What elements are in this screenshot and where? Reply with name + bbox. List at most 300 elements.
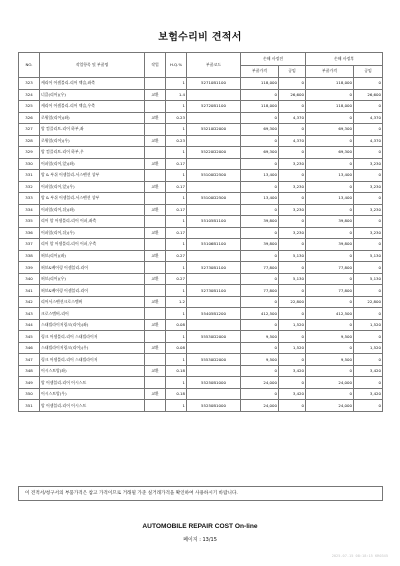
row-work bbox=[145, 331, 166, 343]
row-hq: 0.23 bbox=[166, 135, 187, 147]
page-number: 페이지 : 13/15 bbox=[183, 537, 217, 543]
row-pre-labor: 0 bbox=[279, 400, 306, 412]
row-item: 어시스트암(좌) bbox=[40, 365, 145, 377]
row-part-code: 55105B1100 bbox=[187, 216, 241, 228]
row-pre-part-price: 0 bbox=[241, 388, 279, 400]
table-row bbox=[19, 158, 383, 170]
table-row bbox=[19, 342, 383, 354]
row-pre-part-price: 13,400 bbox=[241, 193, 279, 205]
row-pre-part-price: 0 bbox=[241, 250, 279, 262]
row-post-part-price: 77,800 bbox=[306, 262, 354, 274]
row-post-labor: 3,230 bbox=[354, 181, 383, 193]
row-item: 크로스멤버-리어 bbox=[40, 308, 145, 320]
row-hq: 1 bbox=[166, 308, 187, 320]
table-header bbox=[19, 53, 383, 78]
row-no: 327 bbox=[19, 124, 40, 136]
row-pre-part-price: 77,800 bbox=[241, 262, 279, 274]
row-pre-part-price: 9,500 bbox=[241, 354, 279, 366]
row-hq: 1 bbox=[166, 78, 187, 90]
row-no: 345 bbox=[19, 331, 40, 343]
row-pre-labor: 0 bbox=[279, 354, 306, 366]
row-no: 331 bbox=[19, 170, 40, 182]
row-work: 교환 bbox=[145, 319, 166, 331]
table-row bbox=[19, 181, 383, 193]
row-no: 329 bbox=[19, 147, 40, 159]
row-work: 교환 bbox=[145, 204, 166, 216]
row-post-part-price: 118,000 bbox=[306, 78, 354, 90]
table-row bbox=[19, 285, 383, 297]
row-work: 교환 bbox=[145, 342, 166, 354]
row-pre-part-price: 0 bbox=[241, 135, 279, 147]
row-pre-labor: 0 bbox=[279, 78, 306, 90]
row-part-code: 52730B1100 bbox=[187, 285, 241, 297]
header-post-part-price: 부품가격 bbox=[306, 65, 354, 78]
row-hq: 1 bbox=[166, 377, 187, 389]
row-work: 교환 bbox=[145, 388, 166, 400]
row-part-code bbox=[187, 365, 241, 377]
row-work bbox=[145, 147, 166, 159]
row-post-part-price: 0 bbox=[306, 158, 354, 170]
row-item: 암 컴플리트-리어 하부,좌 bbox=[40, 124, 145, 136]
row-work: 교환 bbox=[145, 273, 166, 285]
row-work bbox=[145, 124, 166, 136]
row-post-labor: 0 bbox=[354, 308, 383, 320]
row-hq: 0.18 bbox=[166, 365, 187, 377]
row-part-code bbox=[187, 388, 241, 400]
row-post-labor: 0 bbox=[354, 354, 383, 366]
table-row bbox=[19, 239, 383, 251]
row-post-labor: 0 bbox=[354, 377, 383, 389]
row-post-part-price: 24,000 bbox=[306, 400, 354, 412]
row-pre-labor: 0 bbox=[279, 308, 306, 320]
row-item: 암 & 부쉬 어셈블리-서스펜션 상부 bbox=[40, 170, 145, 182]
row-post-labor: 3,420 bbox=[354, 388, 383, 400]
row-pre-part-price: 0 bbox=[241, 342, 279, 354]
row-post-labor: 4,370 bbox=[354, 112, 383, 124]
row-hq: 1 bbox=[166, 193, 187, 205]
row-hq: 0.23 bbox=[166, 112, 187, 124]
row-item: 스태빌라이저링크(리어)(우) bbox=[40, 342, 145, 354]
row-pre-labor: 4,370 bbox=[279, 135, 306, 147]
row-no: 344 bbox=[19, 319, 40, 331]
row-part-code: 55530D2000 bbox=[187, 331, 241, 343]
row-no: 328 bbox=[19, 135, 40, 147]
row-pre-part-price: 9,500 bbox=[241, 331, 279, 343]
row-work: 교환 bbox=[145, 365, 166, 377]
row-pre-labor: 3,230 bbox=[279, 158, 306, 170]
row-item: 리어 암 어셈블리-리어 어퍼,좌측 bbox=[40, 216, 145, 228]
row-hq: 0.17 bbox=[166, 181, 187, 193]
row-post-labor: 0 bbox=[354, 101, 383, 113]
table-row bbox=[19, 354, 383, 366]
row-pre-part-price: 118,000 bbox=[241, 78, 279, 90]
row-pre-labor: 0 bbox=[279, 170, 306, 182]
row-pre-labor: 0 bbox=[279, 377, 306, 389]
row-post-labor: 0 bbox=[354, 78, 383, 90]
row-post-labor: 0 bbox=[354, 400, 383, 412]
row-no: 334 bbox=[19, 204, 40, 216]
row-post-labor: 0 bbox=[354, 285, 383, 297]
row-post-labor: 1,520 bbox=[354, 319, 383, 331]
table-row bbox=[19, 124, 383, 136]
row-work bbox=[145, 354, 166, 366]
row-post-part-price: 412,500 bbox=[306, 308, 354, 320]
row-post-part-price: 39,800 bbox=[306, 216, 354, 228]
row-no: 343 bbox=[19, 308, 40, 320]
row-work bbox=[145, 377, 166, 389]
row-post-labor: 0 bbox=[354, 216, 383, 228]
row-post-labor: 3,230 bbox=[354, 227, 383, 239]
row-no: 337 bbox=[19, 239, 40, 251]
row-post-part-price: 13,400 bbox=[306, 170, 354, 182]
row-hq: 0.17 bbox=[166, 158, 187, 170]
row-work bbox=[145, 285, 166, 297]
table-row bbox=[19, 308, 383, 320]
row-no: 346 bbox=[19, 342, 40, 354]
row-pre-part-price: 118,000 bbox=[241, 101, 279, 113]
row-no: 340 bbox=[19, 273, 40, 285]
row-post-labor: 0 bbox=[354, 239, 383, 251]
row-post-part-price: 0 bbox=[306, 204, 354, 216]
row-no: 349 bbox=[19, 377, 40, 389]
row-pre-labor: 0 bbox=[279, 101, 306, 113]
row-post-part-price: 0 bbox=[306, 250, 354, 262]
row-pre-labor: 0 bbox=[279, 147, 306, 159]
table-row bbox=[19, 135, 383, 147]
row-part-code bbox=[187, 181, 241, 193]
row-pre-part-price: 0 bbox=[241, 181, 279, 193]
header-no: NO. bbox=[19, 53, 40, 78]
row-work: 교환 bbox=[145, 181, 166, 193]
header-item: 작업항목 및 부품명 bbox=[40, 53, 145, 78]
row-part-code bbox=[187, 250, 241, 262]
row-post-part-price: 0 bbox=[306, 273, 354, 285]
row-post-part-price: 0 bbox=[306, 388, 354, 400]
row-post-part-price: 13,400 bbox=[306, 193, 354, 205]
row-item: 어시스트암(우) bbox=[40, 388, 145, 400]
row-item: 어퍼암(리어,앞)(우) bbox=[40, 181, 145, 193]
row-post-labor: 0 bbox=[354, 331, 383, 343]
header-pre-part-price: 부품가격 bbox=[241, 65, 279, 78]
row-post-part-price: 9,500 bbox=[306, 354, 354, 366]
row-item: 캐리어 어셈블리-리어 액슬,우측 bbox=[40, 101, 145, 113]
table-row bbox=[19, 227, 383, 239]
row-pre-labor: 5,130 bbox=[279, 250, 306, 262]
row-pre-labor: 3,420 bbox=[279, 388, 306, 400]
row-post-labor: 5,130 bbox=[354, 250, 383, 262]
row-post-labor: 1,520 bbox=[354, 342, 383, 354]
row-hq: 1 bbox=[166, 101, 187, 113]
row-item: 허브&베어링 어셈블리-리어 bbox=[40, 285, 145, 297]
row-item: 허브(리어)(우) bbox=[40, 273, 145, 285]
row-work bbox=[145, 262, 166, 274]
table-row bbox=[19, 400, 383, 412]
row-work bbox=[145, 101, 166, 113]
row-item: 어퍼암(리어,앞)(좌) bbox=[40, 158, 145, 170]
row-pre-part-price: 0 bbox=[241, 158, 279, 170]
row-post-labor: 5,130 bbox=[354, 273, 383, 285]
row-item: 허브(리어)(좌) bbox=[40, 250, 145, 262]
row-part-code: 55100D2500 bbox=[187, 170, 241, 182]
row-work bbox=[145, 170, 166, 182]
row-post-labor: 3,230 bbox=[354, 204, 383, 216]
row-hq: 1 bbox=[166, 262, 187, 274]
row-post-labor: 3,230 bbox=[354, 158, 383, 170]
row-hq: 1 bbox=[166, 124, 187, 136]
row-item: 로워암(리어)(우) bbox=[40, 135, 145, 147]
table-row bbox=[19, 89, 383, 101]
row-pre-labor: 0 bbox=[279, 262, 306, 274]
row-pre-labor: 0 bbox=[279, 124, 306, 136]
row-item: 로워암(리어)(좌) bbox=[40, 112, 145, 124]
row-part-code bbox=[187, 227, 241, 239]
row-pre-labor: 3,230 bbox=[279, 181, 306, 193]
row-item: 캐리어 어셈블리-리어 액슬,좌측 bbox=[40, 78, 145, 90]
row-pre-labor: 1,520 bbox=[279, 319, 306, 331]
row-post-part-price: 69,300 bbox=[306, 124, 354, 136]
row-work: 교환 bbox=[145, 112, 166, 124]
row-no: 348 bbox=[19, 365, 40, 377]
print-timestamp: 2025-07-15 08:18:15 KR0345 bbox=[331, 554, 388, 558]
table-row bbox=[19, 388, 383, 400]
row-part-code: 55220D2000 bbox=[187, 147, 241, 159]
row-hq: 0.18 bbox=[166, 388, 187, 400]
row-item: 암 & 부쉬 어셈블리-서스펜션 상부 bbox=[40, 193, 145, 205]
row-post-labor: 0 bbox=[354, 147, 383, 159]
row-hq: 0.27 bbox=[166, 250, 187, 262]
row-post-part-price: 0 bbox=[306, 319, 354, 331]
row-part-code: 52710B1100 bbox=[187, 78, 241, 90]
row-hq: 0.17 bbox=[166, 204, 187, 216]
row-no: 347 bbox=[19, 354, 40, 366]
table-row bbox=[19, 112, 383, 124]
row-post-part-price: 0 bbox=[306, 342, 354, 354]
row-pre-labor: 0 bbox=[279, 285, 306, 297]
row-post-part-price: 69,300 bbox=[306, 147, 354, 159]
row-pre-part-price: 39,800 bbox=[241, 216, 279, 228]
row-pre-part-price: 0 bbox=[241, 204, 279, 216]
row-item: 암 어셈블리-리어 어시스트 bbox=[40, 377, 145, 389]
row-work bbox=[145, 400, 166, 412]
row-pre-labor: 3,230 bbox=[279, 227, 306, 239]
row-part-code bbox=[187, 112, 241, 124]
row-post-labor: 22,800 bbox=[354, 296, 383, 308]
row-post-part-price: 0 bbox=[306, 181, 354, 193]
row-item: 링크 어셈블리-리어 스태빌라이저 bbox=[40, 354, 145, 366]
row-part-code: 52720B1100 bbox=[187, 101, 241, 113]
row-hq: 1 bbox=[166, 331, 187, 343]
row-hq: 0.08 bbox=[166, 342, 187, 354]
row-post-labor: 0 bbox=[354, 193, 383, 205]
row-post-labor: 3,420 bbox=[354, 365, 383, 377]
row-work bbox=[145, 216, 166, 228]
row-post-labor: 26,600 bbox=[354, 89, 383, 101]
row-item: 암 어셈블리-리어 어시스트 bbox=[40, 400, 145, 412]
row-post-part-price: 0 bbox=[306, 296, 354, 308]
row-hq: 0.27 bbox=[166, 273, 187, 285]
row-post-labor: 0 bbox=[354, 262, 383, 274]
row-no: 326 bbox=[19, 112, 40, 124]
footer-brand: AUTOMOBILE REPAIR COST On-line bbox=[142, 523, 258, 530]
row-part-code: 55250B1000 bbox=[187, 400, 241, 412]
row-part-code: 52730B1100 bbox=[187, 262, 241, 274]
row-work: 교환 bbox=[145, 250, 166, 262]
header-before-adjust: 손해 사정전 bbox=[241, 53, 306, 66]
table-row bbox=[19, 101, 383, 113]
row-post-part-price: 39,800 bbox=[306, 239, 354, 251]
row-item: 어퍼암(리어,뒤)(좌) bbox=[40, 204, 145, 216]
row-pre-part-price: 0 bbox=[241, 227, 279, 239]
header-part-code: 부품코드 bbox=[187, 53, 241, 78]
row-part-code bbox=[187, 89, 241, 101]
table-row bbox=[19, 262, 383, 274]
row-pre-part-price: 69,300 bbox=[241, 124, 279, 136]
row-work: 교환 bbox=[145, 89, 166, 101]
row-work: 교환 bbox=[145, 158, 166, 170]
row-work: 교환 bbox=[145, 227, 166, 239]
row-pre-labor: 0 bbox=[279, 193, 306, 205]
row-part-code: 55210D2000 bbox=[187, 124, 241, 136]
row-pre-labor: 22,800 bbox=[279, 296, 306, 308]
table-row bbox=[19, 296, 383, 308]
row-pre-labor: 0 bbox=[279, 239, 306, 251]
row-hq: 1 bbox=[166, 354, 187, 366]
row-hq: 1.2 bbox=[166, 296, 187, 308]
row-work: 교환 bbox=[145, 296, 166, 308]
row-no: 330 bbox=[19, 158, 40, 170]
row-work bbox=[145, 78, 166, 90]
row-pre-part-price: 24,000 bbox=[241, 377, 279, 389]
table-row bbox=[19, 250, 383, 262]
row-part-code bbox=[187, 342, 241, 354]
row-hq: 1 bbox=[166, 147, 187, 159]
row-no: 323 bbox=[19, 78, 40, 90]
row-part-code: 55250B1000 bbox=[187, 377, 241, 389]
row-item: 링크 어셈블리-리어 스태빌라이저 bbox=[40, 331, 145, 343]
row-no: 351 bbox=[19, 400, 40, 412]
row-pre-part-price: 69,300 bbox=[241, 147, 279, 159]
row-post-part-price: 24,000 bbox=[306, 377, 354, 389]
row-hq: 1.4 bbox=[166, 89, 187, 101]
row-no: 336 bbox=[19, 227, 40, 239]
row-no: 335 bbox=[19, 216, 40, 228]
row-item: 허브&베어링 어셈블리-리어 bbox=[40, 262, 145, 274]
row-post-part-price: 77,800 bbox=[306, 285, 354, 297]
table-row bbox=[19, 193, 383, 205]
header-pre-labor: 공임 bbox=[279, 65, 306, 78]
row-hq: 1 bbox=[166, 239, 187, 251]
row-pre-part-price: 0 bbox=[241, 112, 279, 124]
header-after-adjust: 손해 사정후 bbox=[306, 53, 383, 66]
table-row bbox=[19, 377, 383, 389]
row-no: 324 bbox=[19, 89, 40, 101]
row-post-part-price: 0 bbox=[306, 112, 354, 124]
row-post-labor: 4,370 bbox=[354, 135, 383, 147]
header-post-labor: 공임 bbox=[354, 65, 383, 78]
row-part-code bbox=[187, 135, 241, 147]
row-pre-labor: 3,420 bbox=[279, 365, 306, 377]
row-item: 어퍼암(리어,뒤)(우) bbox=[40, 227, 145, 239]
row-pre-labor: 4,370 bbox=[279, 112, 306, 124]
row-pre-part-price: 0 bbox=[241, 365, 279, 377]
row-hq: 1 bbox=[166, 400, 187, 412]
row-pre-part-price: 0 bbox=[241, 296, 279, 308]
row-no: 333 bbox=[19, 193, 40, 205]
table-body bbox=[19, 78, 383, 412]
row-post-part-price: 0 bbox=[306, 365, 354, 377]
row-item: 스태빌라이저링크(리어)(좌) bbox=[40, 319, 145, 331]
row-pre-part-price: 0 bbox=[241, 273, 279, 285]
row-work bbox=[145, 308, 166, 320]
row-hq: 1 bbox=[166, 170, 187, 182]
row-pre-part-price: 412,500 bbox=[241, 308, 279, 320]
row-part-code bbox=[187, 204, 241, 216]
row-part-code bbox=[187, 158, 241, 170]
row-no: 342 bbox=[19, 296, 40, 308]
row-part-code bbox=[187, 273, 241, 285]
row-post-part-price: 118,000 bbox=[306, 101, 354, 113]
row-part-code: 55106B1100 bbox=[187, 239, 241, 251]
row-post-labor: 0 bbox=[354, 170, 383, 182]
row-no: 339 bbox=[19, 262, 40, 274]
row-part-code: 55405B1200 bbox=[187, 308, 241, 320]
row-part-code: 55530D2000 bbox=[187, 354, 241, 366]
row-pre-labor: 0 bbox=[279, 216, 306, 228]
row-post-part-price: 0 bbox=[306, 227, 354, 239]
row-no: 350 bbox=[19, 388, 40, 400]
table-row bbox=[19, 170, 383, 182]
row-item: 리어 암 어셈블리-리어 어퍼,우측 bbox=[40, 239, 145, 251]
row-pre-labor: 0 bbox=[279, 331, 306, 343]
row-hq: 1 bbox=[166, 216, 187, 228]
row-part-code bbox=[187, 319, 241, 331]
row-pre-labor: 5,130 bbox=[279, 273, 306, 285]
row-post-part-price: 0 bbox=[306, 135, 354, 147]
row-pre-part-price: 0 bbox=[241, 89, 279, 101]
header-hq: H.Q.% bbox=[166, 53, 187, 78]
table-row bbox=[19, 319, 383, 331]
table-row bbox=[19, 204, 383, 216]
row-post-part-price: 9,500 bbox=[306, 331, 354, 343]
row-item: 리어서스펜션크로스멤버 bbox=[40, 296, 145, 308]
row-pre-part-price: 39,800 bbox=[241, 239, 279, 251]
row-hq: 1 bbox=[166, 285, 187, 297]
table-row bbox=[19, 365, 383, 377]
row-no: 332 bbox=[19, 181, 40, 193]
row-post-labor: 0 bbox=[354, 124, 383, 136]
table-row bbox=[19, 147, 383, 159]
row-hq: 0.17 bbox=[166, 227, 187, 239]
row-part-code bbox=[187, 296, 241, 308]
row-work: 교환 bbox=[145, 135, 166, 147]
row-pre-labor: 26,600 bbox=[279, 89, 306, 101]
row-part-code: 55100D2500 bbox=[187, 193, 241, 205]
row-no: 325 bbox=[19, 101, 40, 113]
table-row bbox=[19, 216, 383, 228]
row-pre-part-price: 0 bbox=[241, 319, 279, 331]
disclaimer-note: 이 견적서/청구서의 부품가격은 참고 가격이므로 거래될 가준 실거래가격을 확인하여 사용하시기 바랍니다. bbox=[18, 486, 383, 501]
row-no: 341 bbox=[19, 285, 40, 297]
row-work bbox=[145, 239, 166, 251]
document-title: 보험수리비 견적서 bbox=[158, 32, 242, 43]
row-pre-part-price: 24,000 bbox=[241, 400, 279, 412]
row-pre-labor: 1,520 bbox=[279, 342, 306, 354]
row-pre-part-price: 13,400 bbox=[241, 170, 279, 182]
row-item: 너클(리어)(우) bbox=[40, 89, 145, 101]
row-pre-part-price: 77,800 bbox=[241, 285, 279, 297]
row-pre-labor: 3,230 bbox=[279, 204, 306, 216]
row-item: 암 컴플리트-리어 하부,우 bbox=[40, 147, 145, 159]
